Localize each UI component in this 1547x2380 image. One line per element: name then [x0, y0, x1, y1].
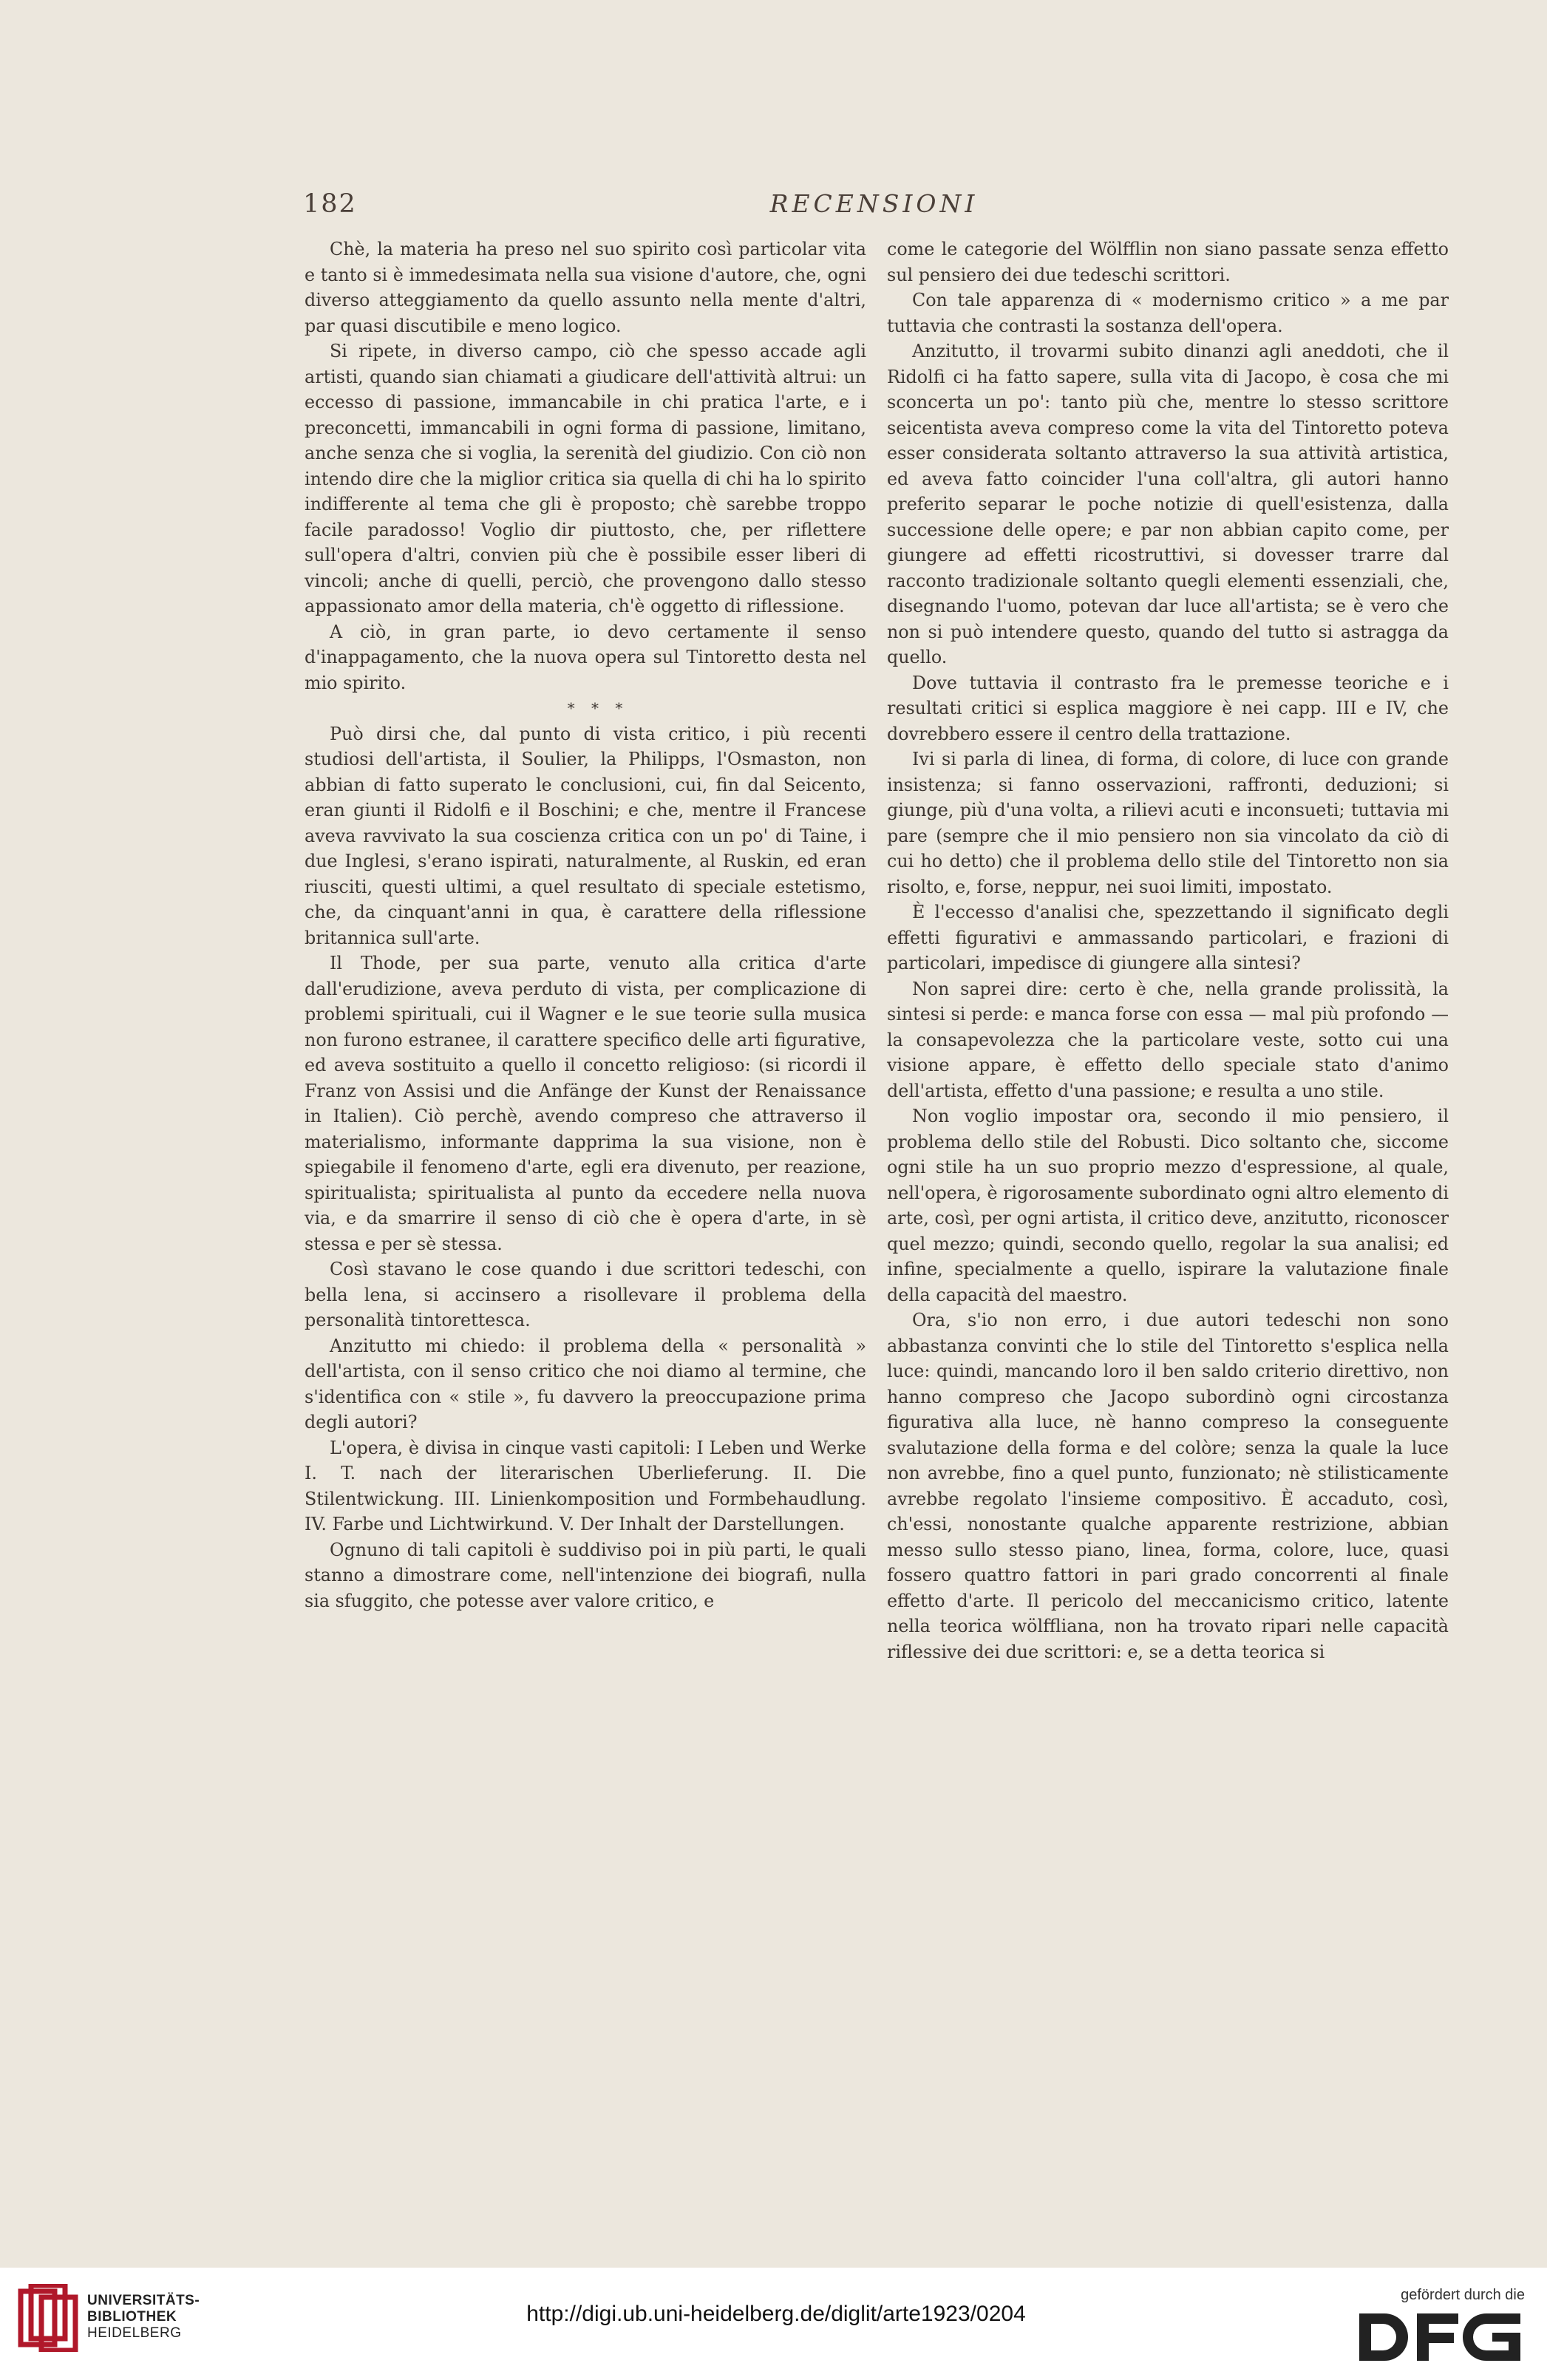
paragraph: Ora, s'io non erro, i due autori tedeschi non sono abbastanza convinti che lo stile del Tintoretto s'esplica nella luce: quindi, mancando loro il ben saldo criterio direttivo, non hanno compreso che Jacopo subordinò ogni circostanza figurativa alla luce, nè hanno compreso la conseguente svalutazione della forma e del colòre; senza la quale la luce non avrebbe, fino a quel punto, funzionato; nè stilisticamente avrebbe regolato l'insieme compositivo. È accaduto, così, ch'essi, nonostante qualche apparente restrizione, abbian messo sullo stesso piano, linea, forma, colore, luce, quasi fossero quattro fattori in pari grado concorrenti al finale effetto d'arte. Il pericolo del meccanicismo critico, latente nella teorica wölffliana, non ha trovato ripari nelle capacità riflessive dei due scrittori: e, se a detta teorica si [887, 1310, 1449, 1662]
paragraph: Si ripete, in diverso campo, ciò che spesso accade agli artisti, quando sian chiamati a giudicare dell'attività altrui: un eccesso di passione, immancabile in chi pratica l'arte, e i preconcetti, immancabili in ogni forma di passione, limitano, anche senza che si voglia, la serenità del giudizio. Con ciò non intendo dire che la miglior critica sia quella di chi ha lo spirito indifferente al tema che gli è proposto; chè sarebbe troppo facile paradosso! Voglio dir piuttosto, che, per riflettere sull'opera d'altri, convien più che è possibile esser liberi di vincoli; anche di quelli, perciò, che provengono dallo stesso appassionato amor della materia, ch'è oggetto di riflessione. [305, 341, 866, 616]
paragraph: Il Thode, per sua parte, venuto alla critica d'arte dall'erudizione, aveva perduto di vista, per complicazione di problemi spirituali, cui il Wagner e le sue teorie sulla musica non furono estranee, il carattere specifico delle arti figurative, ed aveva sostituito a quello il concetto religioso: (si ricordi il Franz von Assisi und die Anfänge der Kunst der Renaissance in Italien). Ciò perchè, avendo compreso che attraverso il materialismo, informante dapprima la sua visione, non è spiegabile il fenomeno d'arte, egli era divenuto, per reazione, spiritualista; spiritualista al punto da eccedere nella nuova via, e da smarrire il senso di ciò che è opera d'arte, in sè stessa e per sè stessa. [305, 953, 866, 1254]
paragraph: Ivi si parla di linea, di forma, di colore, di luce con grande insistenza; si fanno osservazioni, raffronti, deduzioni; si giunge, più d'una volta, a rilievi acuti e inconsueti; tuttavia mi pare (sempre che il mio pensiero non sia vincolato da ciò di cui ho detto) che il problema dello stile del Tintoretto non sia risolto, e, forse, neppur, nei suoi limiti, impostato. [887, 749, 1449, 897]
paragraph: Con tale apparenza di « modernismo critico » a me par tuttavia che contrasti la sostanza dell'opera. [887, 290, 1449, 336]
paragraph: L'opera, è divisa in cinque vasti capitoli: I Leben und Werke I. T. nach der literarischen Uberlieferung. II. Die Stilentwickung. III. Linienkomposition und Formbehaudlung. IV. Farbe und Lichtwirkund. V. Der Inhalt der Darstellungen. [305, 1437, 866, 1534]
paragraph: Ognuno di tali capitoli è suddiviso poi in più parti, le quali stanno a dimostrare come, nell'intenzione dei biografi, nulla sia sfuggito, che potesse aver valore critico, e [305, 1539, 866, 1611]
right-column [887, 237, 1449, 1665]
library-logo-icon [18, 2284, 78, 2352]
digitization-footer [0, 2268, 1547, 2380]
paragraph: Anzitutto, il trovarmi subito dinanzi agli aneddoti, che il Ridolfi ci ha fatto sapere, sulla vita di Jacopo, è cosa che mi sconcerta un po': tanto più che, mentre lo stesso scrittore seicentista aveva compreso come la vita del Tintoretto poteva esser considerata soltanto attraverso la sua attività artistica, ed aveva fatto coincider l'una coll'altra, gli autori hanno preferito separar le poche notizie di quell'esistenza, dalla successione delle opere; e par non abbian capito come, per giungere ad effetti ricostruttivi, si dovesser trarre dal racconto tradizionale soltanto quegli elementi essenziali, che, disegnando l'uomo, potevan dar luce all'artista; se è vero che non si può intendere questo, quando del tutto si astragga da quello. [887, 341, 1449, 667]
paragraph: Non voglio impostar ora, secondo il mio pensiero, il problema dello stile del Robusti. Dico soltanto che, siccome ogni stile ha un suo proprio mezzo d'espressione, al quale, nell'opera, è rigorosamente subordinato ogni altro elemento di arte, così, per ogni artista, il critico deve, anzitutto, riconoscer quel mezzo; quindi, secondo quello, regolar la sua analisi; ed infine, specialmente a quello, ispirare la valutazione finale della capacità del maestro. [887, 1106, 1449, 1305]
paragraph: Non saprei dire: certo è che, nella grande prolissità, la sintesi si perde: e manca forse con essa — mal più profondo — la consapevolezza che la particolare veste, sotto cui una visione appare, è effetto dello speciale stato d'animo dell'artista, effetto d'una passione; e resulta a uno stile. [887, 978, 1449, 1101]
permalink-url[interactable]: http://digi.ub.uni-heidelberg.de/diglit/arte1923/0204 [526, 2302, 1026, 2326]
running-title: RECENSIONI [769, 189, 979, 218]
paragraph: A ciò, in gran parte, io devo certamente il senso d'inappagamento, che la nuova opera sul Tintoretto desta nel mio spirito. [305, 621, 866, 693]
paragraph: Dove tuttavia il contrasto fra le premesse teoriche e i resultati critici si esplica maggiore è nei capp. III e IV, che dovrebbero essere il centro della trattazione. [887, 672, 1449, 744]
page-number: 182 [303, 189, 357, 219]
paragraph-continuation: come le categorie del Wölfflin non siano passate senza effetto sul pensiero dei due tedeschi scrittori. [887, 239, 1449, 285]
funded-by-label: gefördert durch die [1401, 2287, 1525, 2303]
paragraph: Così stavano le cose quando i due scrittori tedeschi, con bella lena, si accinsero a risollevare il problema della personalità tintorettesca. [305, 1259, 866, 1330]
dfg-logo-icon [1355, 2311, 1525, 2364]
library-name: UNIVERSITÄTS- BIBLIOTHEK HEIDELBERG [87, 2293, 200, 2341]
page-header [303, 189, 1445, 226]
section-separator: * * * [567, 699, 629, 717]
paragraph: È l'eccesso d'analisi che, spezzettando il significato degli effetti figurativi e ammassando particolari, e frazioni di particolari, impedisce di giungere alla sintesi? [887, 902, 1449, 973]
paragraph: Anzitutto mi chiedo: il problema della « personalità » dell'artista, con il senso critico che noi diamo al termine, che s'identifica con « stile », fu davvero la preoccupazione prima degli autori? [305, 1335, 866, 1432]
paragraph: Può dirsi che, dal punto di vista critico, i più recenti studiosi dell'artista, il Soulier, la Philipps, l'Osmaston, non abbian di fatto superato le conclusioni, cui, fin dal Seicento, eran giunti il Ridolfi e il Boschini; e che, mentre il Francese aveva ravvivato la sua coscienza critica con un po' di Taine, i due Inglesi, s'erano ispirati, naturalmente, al Ruskin, ed eran riusciti, questi ultimi, a quel resultato di speciale estetismo, che, da cinquant'anni in qua, è carattere della riflessione britannica sull'arte. [305, 723, 866, 948]
left-column [305, 237, 866, 1614]
paragraph: Chè, la materia ha preso nel suo spirito così particolar vita e tanto si è immedesimata nella sua visione d'autore, che, ogni diverso atteggiamento da quello assunto nella mente d'altri, par quasi discutibile e meno logico. [305, 239, 866, 336]
